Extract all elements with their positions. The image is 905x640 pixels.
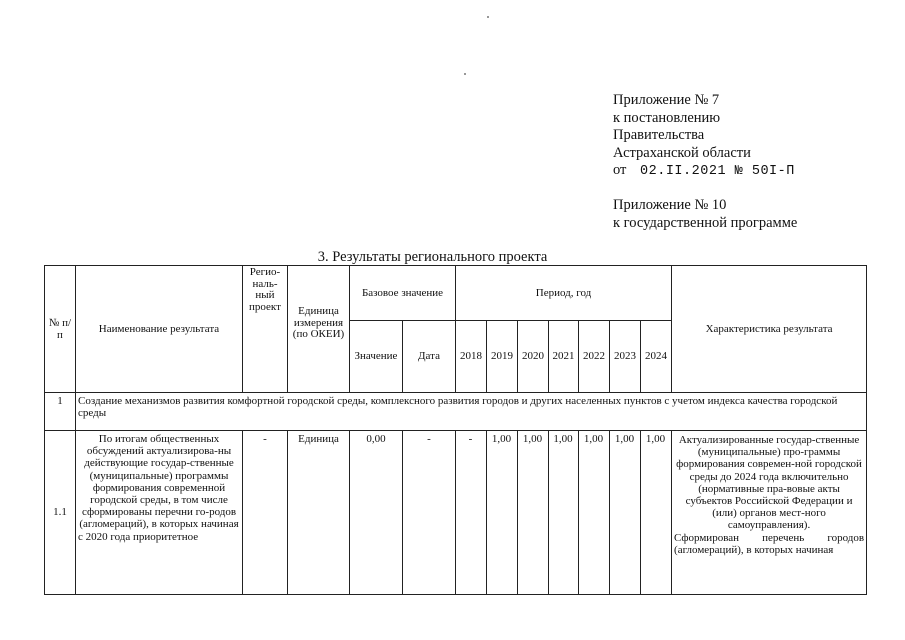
scan-speck xyxy=(464,73,466,75)
section-row-num: 1 xyxy=(45,393,76,431)
header-base-value: Базовое значение xyxy=(350,266,456,321)
appendix-10-line: к государственной программе xyxy=(613,214,798,231)
base-date: - xyxy=(403,431,456,595)
header-year: 2021 xyxy=(549,321,579,393)
year-value: 1,00 xyxy=(487,431,518,595)
row-num: 1.1 xyxy=(45,431,76,595)
year-value: 1,00 xyxy=(518,431,549,595)
header-regional-project: Регио-наль-ный проект xyxy=(243,266,288,393)
appendix-7-block xyxy=(613,92,795,181)
year-value: 1,00 xyxy=(549,431,579,595)
scan-speck xyxy=(487,16,489,18)
appendix-7-line: к постановлению xyxy=(613,109,721,126)
results-table xyxy=(44,265,867,595)
characteristic-part-2: Сформирован перечень городов (агломераций), в которых начиная xyxy=(674,531,865,556)
appendix-7-date-line xyxy=(613,162,795,181)
header-year: 2023 xyxy=(610,321,641,393)
section-row-text: Создание механизмов развития комфортной городской среды, комплексного развития городов и других населенных пунктов с учетом индекса качества городской среды xyxy=(76,393,867,431)
header-name: Наименование результата xyxy=(76,266,243,393)
result-characteristic xyxy=(672,431,867,595)
header-characteristic: Характеристика результата xyxy=(672,266,867,393)
base-value: 0,00 xyxy=(350,431,403,595)
header-period: Период, год xyxy=(456,266,672,321)
section-title: 3. Результаты регионального проекта xyxy=(317,249,548,265)
year-value: 1,00 xyxy=(579,431,610,595)
header-base-value-value: Значение xyxy=(350,321,403,393)
header-year: 2018 xyxy=(456,321,487,393)
year-value: - xyxy=(456,431,487,595)
header-num: № п/п xyxy=(45,266,76,393)
header-base-value-date: Дата xyxy=(403,321,456,393)
header-year: 2020 xyxy=(518,321,549,393)
characteristic-part-1: Актуализированные государ-ственные (муниципальные) про-граммы формирования современ-ной городской среды до 2024 года включительно (нормативные пра-вовые акты субъектов Российской Федерации и (или) органов мест-ного самоуправления). xyxy=(676,434,862,532)
appendix-7-line: Правительства xyxy=(613,127,705,143)
appendix-10-block xyxy=(613,197,797,232)
appendix-7-title: Приложение № 7 xyxy=(613,92,720,108)
appendix-10-title: Приложение № 10 xyxy=(613,197,727,213)
regional-project-value: - xyxy=(243,431,288,595)
header-unit: Единица измерения (по ОКЕИ) xyxy=(288,266,350,393)
date-prefix: от xyxy=(613,162,627,178)
header-year: 2019 xyxy=(487,321,518,393)
header-year: 2022 xyxy=(579,321,610,393)
header-year: 2024 xyxy=(641,321,672,393)
decree-date-number: 02.II.2021 № 50I-П xyxy=(640,164,795,179)
appendix-7-line: Астраханской области xyxy=(613,144,751,161)
unit-value: Единица xyxy=(288,431,350,595)
year-value: 1,00 xyxy=(610,431,641,595)
result-name: По итогам общественных обсуждений актуализирова-ны действующие государ-ственные (муниципальные) программы формирования современной городской среды, в том числе сформированы перечни го-родов (агломераций), в которых начиная с 2020 года приоритетное xyxy=(76,431,243,595)
year-value: 1,00 xyxy=(641,431,672,595)
